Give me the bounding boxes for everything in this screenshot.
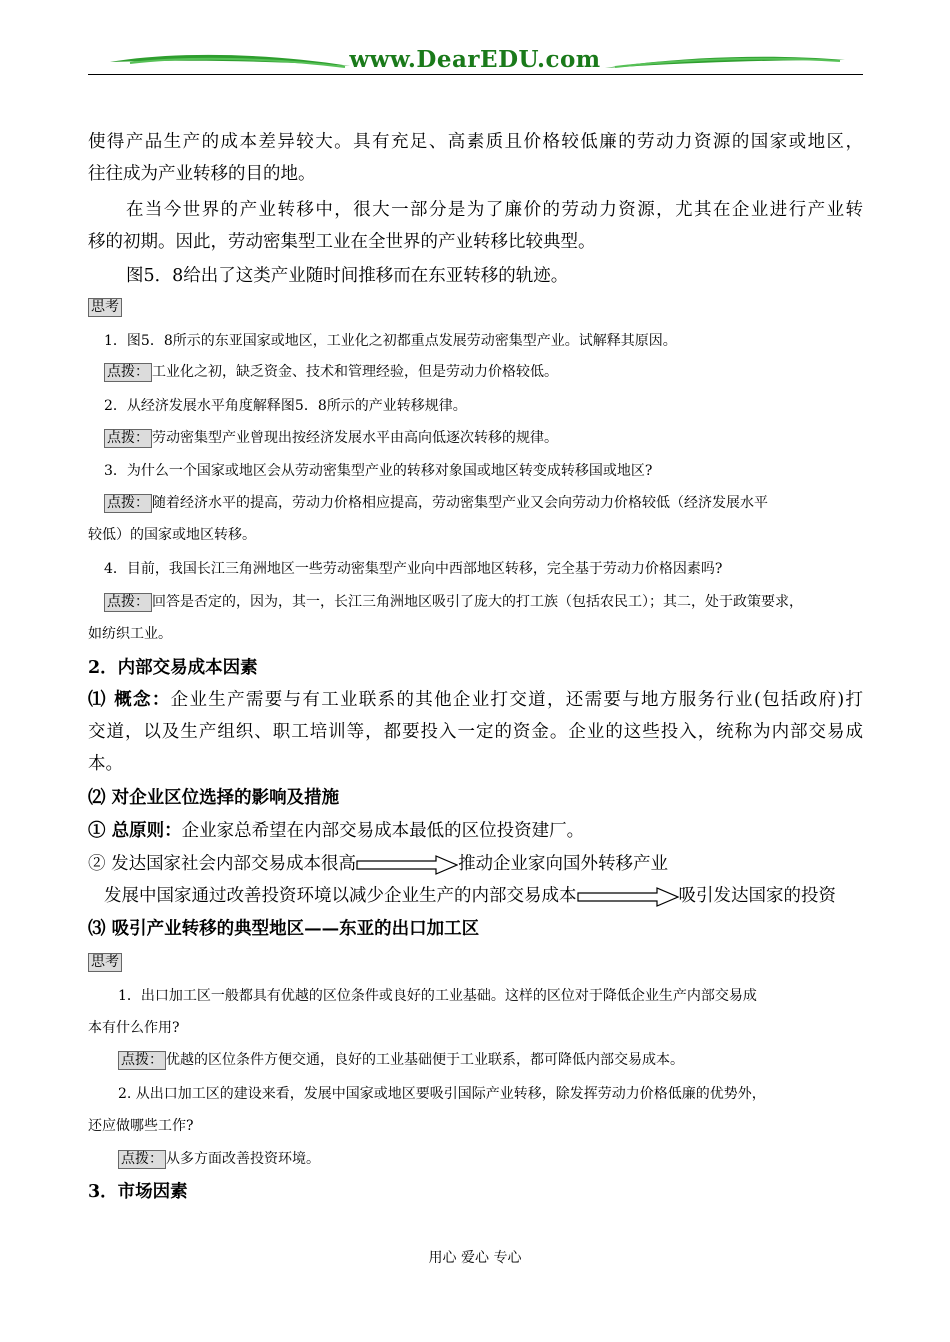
concept-line-3: 本。 — [88, 754, 123, 774]
question-6: 2. 从出口加工区的建设来看，发展中国家或地区要吸引国际产业转移，除发挥劳动力价格低廉的优势外， — [118, 1086, 766, 1102]
hint-tag: 点拨： — [118, 1150, 166, 1169]
site-logo[interactable]: www.DearEDU.com — [349, 46, 601, 73]
developing-cause: 发展中国家通过改善投资环境以减少企业生产的内部交易成本 — [104, 886, 577, 906]
concept-label: ⑴ 概念： — [88, 690, 171, 710]
hint-tag: 点拨： — [104, 429, 152, 448]
answer-1 — [104, 362, 879, 382]
page-footer: 用心 爱心 专心 — [428, 1250, 522, 1266]
left-swoosh-icon — [110, 50, 350, 72]
principle-line — [88, 819, 863, 843]
developed-country-line — [88, 852, 863, 876]
concept-line-1 — [88, 688, 863, 712]
answer-3-text: 随着经济水平的提高，劳动力价格相应提高，劳动密集型产业又会向劳动力价格较低（经济发展水平 — [152, 495, 768, 511]
section-heading-2: 2．内部交易成本因素 — [88, 658, 258, 678]
para-line-4: 移的初期。因此，劳动密集型工业在全世界的产业转移比较典型。 — [88, 232, 596, 252]
hint-tag: 点拨： — [104, 363, 152, 382]
developing-effect: 吸引发达国家的投资 — [678, 886, 836, 906]
concept-line-2: 交道，以及生产组织、职工培训等，都要投入一定的资金。企业的这些投入，统称为内部交易成 — [88, 722, 863, 742]
question-2: 2．从经济发展水平角度解释图5．8所示的产业转移规律。 — [104, 398, 467, 414]
para-line-5: 图5．8给出了这类产业随时间推移而在东亚转移的轨迹。 — [126, 266, 569, 286]
think-tag: 思考 — [88, 298, 122, 317]
answer-3 — [104, 493, 863, 513]
subsection-heading-2: ⑵ 对企业区位选择的影响及措施 — [88, 788, 340, 808]
header-rule — [88, 74, 863, 75]
principle-text: 企业家总希望在内部交易成本最低的区位投资建厂。 — [181, 821, 585, 841]
right-swoosh-icon — [605, 52, 845, 72]
question-1: 1．图5．8所示的东亚国家或地区，工业化之初都重点发展劳动密集型产业。试解释其原因。 — [104, 333, 677, 349]
answer-6 — [118, 1149, 893, 1169]
think-block-1 — [88, 297, 863, 317]
developed-effect: 推动企业家向国外转移产业 — [458, 854, 669, 874]
question-3: 3．为什么一个国家或地区会从劳动密集型产业的转移对象国或地区转变成转移国或地区? — [104, 463, 653, 479]
answer-6-text: 从多方面改善投资环境。 — [166, 1151, 320, 1167]
subsection-heading-3: ⑶ 吸引产业转移的典型地区——东亚的出口加工区 — [88, 919, 480, 939]
think-tag: 思考 — [88, 953, 122, 972]
principle-label: ① 总原则： — [88, 821, 182, 841]
developing-country-line — [104, 884, 879, 908]
para-line-1: 使得产品生产的成本差异较大。具有充足、高素质且价格较低廉的劳动力资源的国家或地区， — [88, 132, 863, 152]
question-5-cont: 本有什么作用? — [88, 1020, 180, 1036]
answer-4 — [104, 592, 863, 612]
answer-5-text: 优越的区位条件方便交通，良好的工业基础便于工业联系，都可降低内部交易成本。 — [166, 1052, 684, 1068]
para-line-2: 往往成为产业转移的目的地。 — [88, 164, 316, 184]
answer-5 — [118, 1050, 893, 1070]
developed-cause: ② 发达国家社会内部交易成本很高 — [88, 854, 357, 874]
answer-4-cont: 如纺织工业。 — [88, 626, 172, 642]
hint-tag: 点拨： — [104, 593, 152, 612]
answer-4-text: 回答是否定的，因为，其一，长江三角洲地区吸引了庞大的打工族（包括农民工）；其二，处于政策要求， — [152, 594, 803, 610]
section-heading-3: 3．市场因素 — [88, 1182, 188, 1202]
right-arrow-icon — [356, 855, 458, 875]
para-line-3: 在当今世界的产业转移中，很大一部分是为了廉价的劳动力资源，尤其在企业进行产业转 — [126, 200, 863, 220]
question-4: 4．目前，我国长江三角洲地区一些劳动密集型产业向中西部地区转移，完全基于劳动力价格因素吗? — [104, 561, 723, 577]
hint-tag: 点拨： — [118, 1051, 166, 1070]
answer-1-text: 工业化之初，缺乏资金、技术和管理经验，但是劳动力价格较低。 — [152, 364, 558, 380]
answer-3-cont: 较低）的国家或地区转移。 — [88, 527, 256, 543]
think-block-2 — [88, 952, 863, 972]
right-arrow-icon — [577, 887, 679, 907]
answer-2 — [104, 428, 879, 448]
question-6-cont: 还应做哪些工作? — [88, 1118, 194, 1134]
answer-2-text: 劳动密集型产业曾现出按经济发展水平由高向低逐次转移的规律。 — [152, 430, 558, 446]
question-5: 1．出口加工区一般都具有优越的区位条件或良好的工业基础。这样的区位对于降低企业生产内部交易成 — [118, 988, 757, 1004]
concept-text-1: 企业生产需要与有工业联系的其他企业打交道，还需要与地方服务行业(包括政府)打 — [170, 690, 863, 710]
hint-tag: 点拨： — [104, 494, 152, 513]
